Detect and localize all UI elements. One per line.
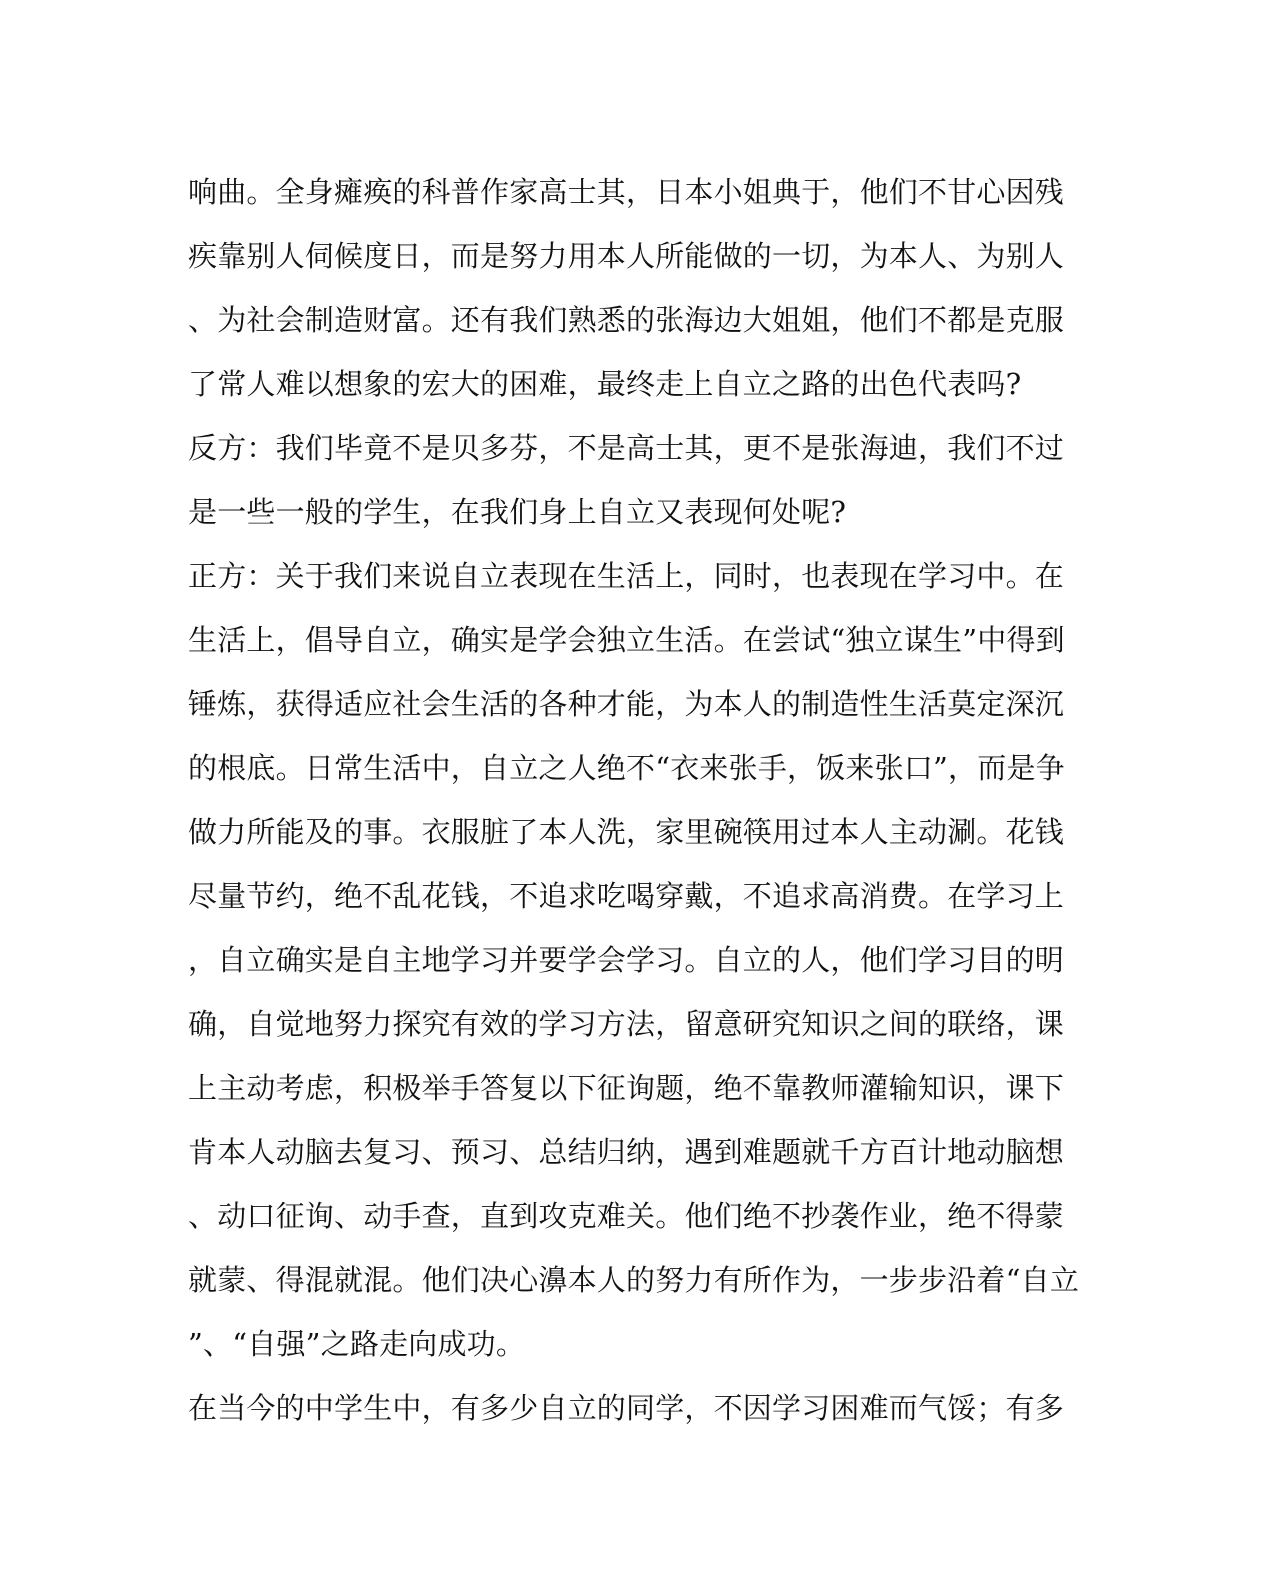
text-line: 、为社会制造财富。还有我们熟悉的张海边大姐姐，他们不都是克服: [188, 303, 1065, 337]
text-line: ”、“自强”之路走向成功。: [188, 1327, 526, 1361]
text-line: 就蒙、得混就混。他们决心濞本人的努力有所作为，一步步沿着“自立: [188, 1263, 1080, 1297]
text-line: 锤炼，获得适应社会生活的各种才能，为本人的制造性生活莫定深沉: [188, 687, 1065, 721]
text-line: 反方：我们毕竟不是贝多芬，不是高士其，更不是张海迪，我们不过: [188, 431, 1065, 465]
text-line: 的根底。日常生活中，自立之人绝不“衣来张手，饭来张口”，而是争: [188, 751, 1065, 785]
text-line: 疾靠别人伺候度日，而是努力用本人所能做的一切，为本人、为别人: [188, 239, 1065, 273]
text-line: 了常人难以想象的宏大的困难，最终走上自立之路的出色代表吗?: [188, 367, 1022, 401]
text-line: 做力所能及的事。衣服脏了本人洗，家里碗筷用过本人主动涮。花钱: [188, 815, 1065, 849]
text-line: 响曲。全身瘫痪的科普作家高士其，日本小姐典于，他们不甘心因残: [188, 175, 1065, 209]
text-line: 在当今的中学生中，有多少自立的同学，不因学习困难而气馁；有多: [188, 1391, 1065, 1425]
text-line: 生活上，倡导自立，确实是学会独立生活。在尝试“独立谋生”中得到: [188, 623, 1065, 657]
text-line: 确，自觉地努力探究有效的学习方法，留意研究知识之间的联络，课: [188, 1007, 1065, 1041]
body-text: [188, 160, 1080, 1440]
text-line: 上主动考虑，积极举手答复以下征询题，绝不靠教师灌输知识，课下: [188, 1071, 1065, 1105]
text-line: 是一些一般的学生，在我们身上自立又表现何处呢?: [188, 495, 847, 529]
text-line: 正方：关于我们来说自立表现在生活上，同时，也表现在学习中。在: [188, 559, 1065, 593]
text-line: ，自立确实是自主地学习并要学会学习。自立的人，他们学习目的明: [188, 943, 1065, 977]
text-line: 肯本人动脑去复习、预习、总结归纳，遇到难题就千方百计地动脑想: [188, 1135, 1065, 1169]
text-line: 、动口征询、动手查，直到攻克难关。他们绝不抄袭作业，绝不得蒙: [188, 1199, 1065, 1233]
text-line: 尽量节约，绝不乱花钱，不追求吃喝穿戴，不追求高消费。在学习上: [188, 879, 1065, 913]
